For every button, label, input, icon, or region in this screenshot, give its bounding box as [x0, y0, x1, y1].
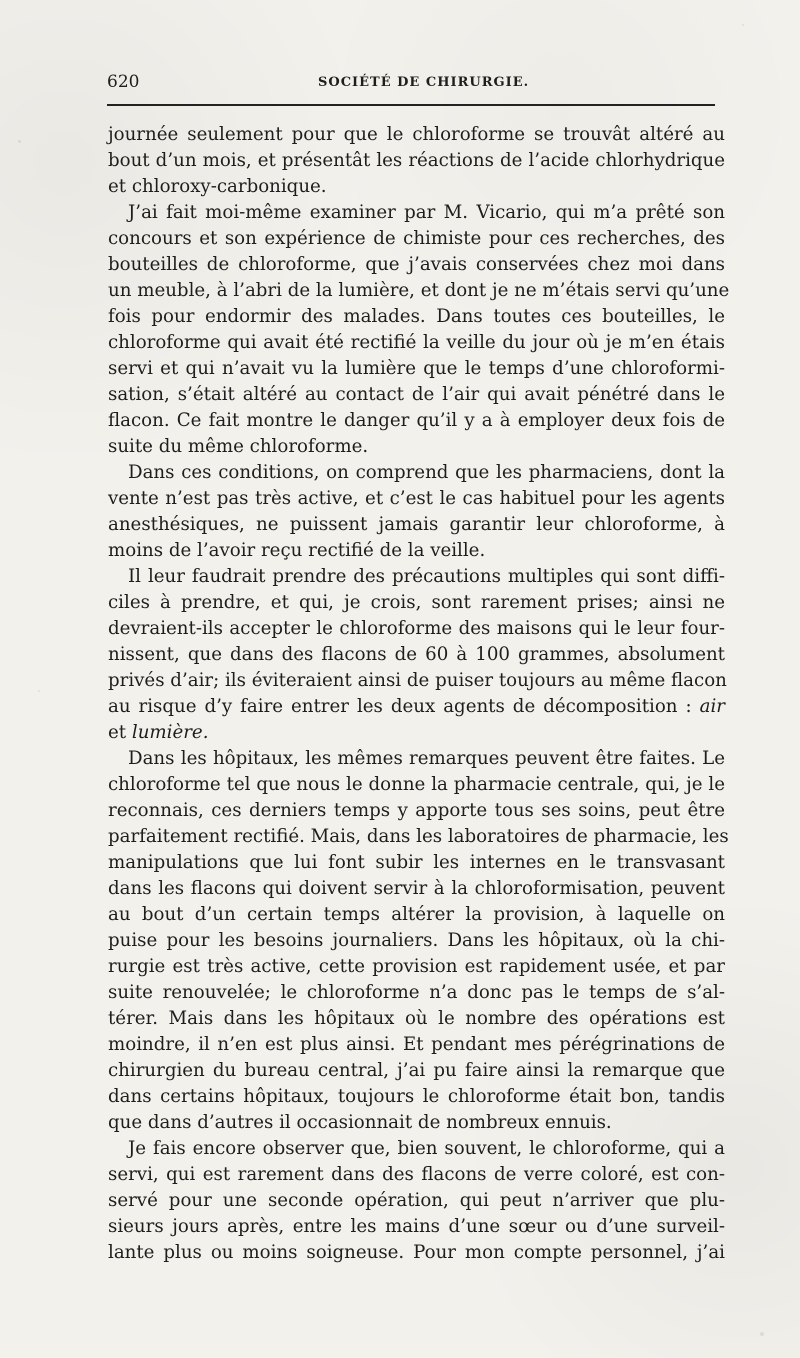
text-line: un meuble, à l’abri de la lumière, et dont je ne m’étais servi qu’une: [108, 280, 730, 301]
italic-word-air: air: [699, 696, 725, 717]
text-line: chloroforme qui avait été rectifié la veille du jour où je m’en étais: [108, 332, 725, 353]
text-line: ciles à prendre, et qui, je crois, sont rarement prises; ainsi ne: [108, 592, 725, 613]
text-line: servi et qui n’avait vu la lumière que le temps d’une chloroformi-: [108, 358, 725, 379]
text-line: journée seulement pour que le chloroforme se trouvât altéré au: [108, 124, 725, 145]
text-line: suite renouvelée; le chloroforme n’a donc pas le temps de s’al-: [108, 982, 725, 1003]
text-line: puise pour les besoins journaliers. Dans les hôpitaux, où la chi-: [108, 930, 725, 951]
text-line: manipulations que lui font subir les internes en le transvasant: [108, 852, 725, 873]
text-line: lante plus ou moins soigneuse. Pour mon compte personnel, j’ai: [108, 1242, 725, 1263]
text-line: devraient-ils accepter le chloroforme des maisons qui le leur four-: [108, 618, 725, 639]
text-line: chloroforme tel que nous le donne la pharmacie centrale, qui, je le: [108, 774, 725, 795]
text-line: dans les flacons qui doivent servir à la chloroformisation, peuvent: [108, 878, 725, 899]
paper-speck: [18, 140, 21, 143]
text-line: chirurgien du bureau central, j’ai pu faire ainsi la remarque que: [108, 1060, 725, 1081]
text-line: dans certains hôpitaux, toujours le chloroforme était bon, tandis: [108, 1086, 725, 1107]
text-line: moins de l’avoir reçu rectifié de la veille.: [108, 540, 486, 561]
italic-word-lumiere: lumière.: [131, 722, 209, 743]
running-head: SOCIÉTÉ DE CHIRURGIE.: [318, 75, 530, 90]
text-line: servi, qui est rarement dans des flacons de verre coloré, est con-: [108, 1164, 725, 1185]
text-line: térer. Mais dans les hôpitaux où le nombre des opérations est: [108, 1008, 725, 1029]
page-header: [107, 72, 715, 106]
text-line: Il leur faudrait prendre des précautions multiples qui sont diffi-: [128, 566, 725, 587]
text-line: privés d’air; ils éviteraient ainsi de puiser toujours au même flacon: [108, 670, 727, 691]
text-line: [108, 694, 725, 720]
text-line: servé pour une seconde opération, qui peut n’arriver que plu-: [108, 1190, 725, 1211]
text-line: parfaitement rectifié. Mais, dans les laboratoires de pharmacie, les: [108, 826, 729, 847]
paper-speck: [760, 1332, 764, 1336]
text-line: J’ai fait moi-même examiner par M. Vicario, qui m’a prêté son: [128, 202, 725, 223]
text-line: bouteilles de chloroforme, que j’avais conservées chez moi dans: [108, 254, 725, 275]
text-line: nissent, que dans des flacons de 60 à 100 grammes, absolument: [108, 644, 725, 665]
text-segment: au risque d’y faire entrer les deux agents de décomposition :: [108, 696, 692, 717]
text-line: au bout d’un certain temps altérer la provision, à laquelle on: [108, 904, 725, 925]
text-line: concours et son expérience de chimiste pour ces recherches, des: [108, 228, 725, 249]
paper-speck: [742, 24, 744, 26]
text-line: moindre, il n’en est plus ainsi. Et pendant mes pérégrinations de: [108, 1034, 725, 1055]
text-line: et chloroxy-carbonique.: [108, 176, 327, 197]
text-line: flacon. Ce fait montre le danger qu’il y a à employer deux fois de: [108, 410, 725, 431]
paper-speck: [38, 690, 40, 692]
text-line: anesthésiques, ne puissent jamais garantir leur chloroforme, à: [108, 514, 725, 535]
text-line: que dans d’autres il occasionnait de nombreux ennuis.: [108, 1112, 612, 1133]
text-line: sieurs jours après, entre les mains d’une sœur ou d’une surveil-: [108, 1216, 725, 1237]
text-line: Dans les hôpitaux, les mêmes remarques peuvent être faites. Le: [128, 748, 725, 769]
text-segment: et: [108, 722, 127, 743]
text-line: Je fais encore observer que, bien souvent, le chloroforme, qui a: [128, 1138, 725, 1159]
text-line: suite du même chloroforme.: [108, 436, 369, 457]
text-line: bout d’un mois, et présentât les réactions de l’acide chlorhydrique: [108, 150, 725, 171]
text-line: sation, s’était altéré au contact de l’air qui avait pénétré dans le: [108, 384, 725, 405]
body-text: [108, 122, 730, 1266]
page-number: 620: [107, 72, 140, 92]
text-line: rurgie est très active, cette provision est rapidement usée, et par: [108, 956, 725, 977]
text-line: Dans ces conditions, on comprend que les pharmaciens, dont la: [128, 462, 725, 483]
text-line: reconnais, ces derniers temps y apporte tous ses soins, peut être: [108, 800, 725, 821]
text-line: fois pour endormir des malades. Dans toutes ces bouteilles, le: [108, 306, 725, 327]
text-line: vente n’est pas très active, et c’est le cas habituel pour les agents: [108, 488, 725, 509]
text-line: [108, 720, 725, 746]
